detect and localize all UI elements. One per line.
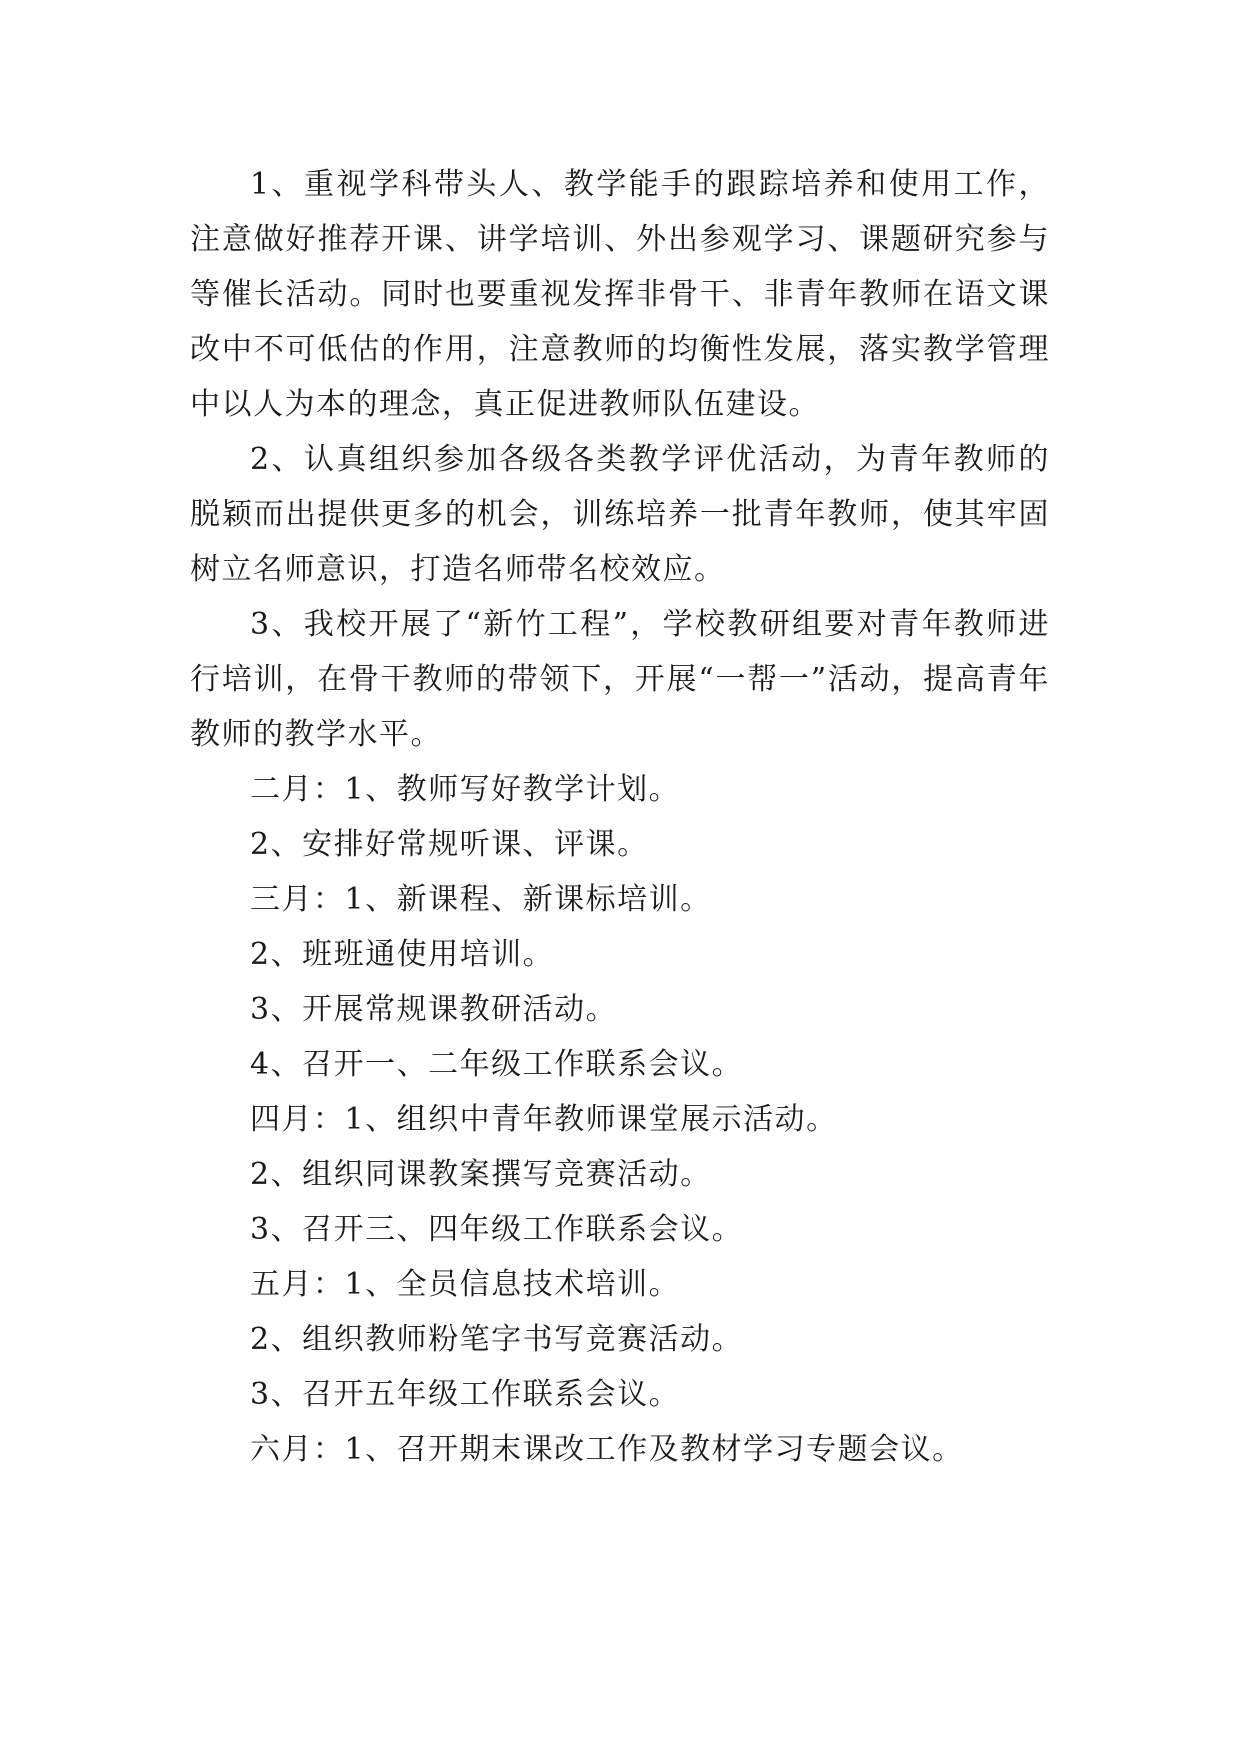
paragraph-3: 3、我校开展了“新竹工程”，学校教研组要对青年教师进行培训，在骨干教师的带领下，开展“一帮一”活动，提高青年教师的教学水平。 [190, 607, 1050, 752]
document-body [190, 157, 1050, 1477]
schedule-line-mar-1: 三月：1、新课程、新课标培训。 [250, 882, 712, 917]
paragraph-1: 1、重视学科带头人、教学能手的跟踪培养和使用工作，注意做好推荐开课、讲学培训、外出参观学习、课题研究参与等催长活动。同时也要重视发挥非骨干、非青年教师在语文课改中不可低估的作用，注意教师的均衡性发展，落实教学管理中以人为本的理念，真正促进教师队伍建设。 [190, 167, 1050, 422]
schedule-line-apr-3: 3、召开三、四年级工作联系会议。 [250, 1212, 744, 1247]
paragraph-2: 2、认真组织参加各级各类教学评优活动，为青年教师的脱颖而出提供更多的机会，训练培养一批青年教师，使其牢固树立名师意识，打造名师带名校效应。 [190, 442, 1050, 587]
schedule-line-mar-3: 3、开展常规课教研活动。 [250, 992, 618, 1027]
schedule-line-apr-1: 四月：1、组织中青年教师课堂展示活动。 [250, 1102, 838, 1137]
schedule-line-mar-2: 2、班班通使用培训。 [250, 937, 555, 972]
schedule-line-feb-2: 2、安排好常规听课、评课。 [250, 827, 649, 862]
schedule-line-apr-2: 2、组织同课教案撰写竞赛活动。 [250, 1157, 712, 1192]
schedule-line-may-1: 五月：1、全员信息技术培训。 [250, 1267, 681, 1302]
schedule-line-may-3: 3、召开五年级工作联系会议。 [250, 1377, 681, 1412]
schedule-line-may-2: 2、组织教师粉笔字书写竞赛活动。 [250, 1322, 744, 1357]
schedule-line-mar-4: 4、召开一、二年级工作联系会议。 [250, 1047, 744, 1082]
schedule-line-feb-1: 二月：1、教师写好教学计划。 [250, 772, 681, 807]
schedule-line-jun-1: 六月：1、召开期末课改工作及教材学习专题会议。 [250, 1432, 964, 1467]
